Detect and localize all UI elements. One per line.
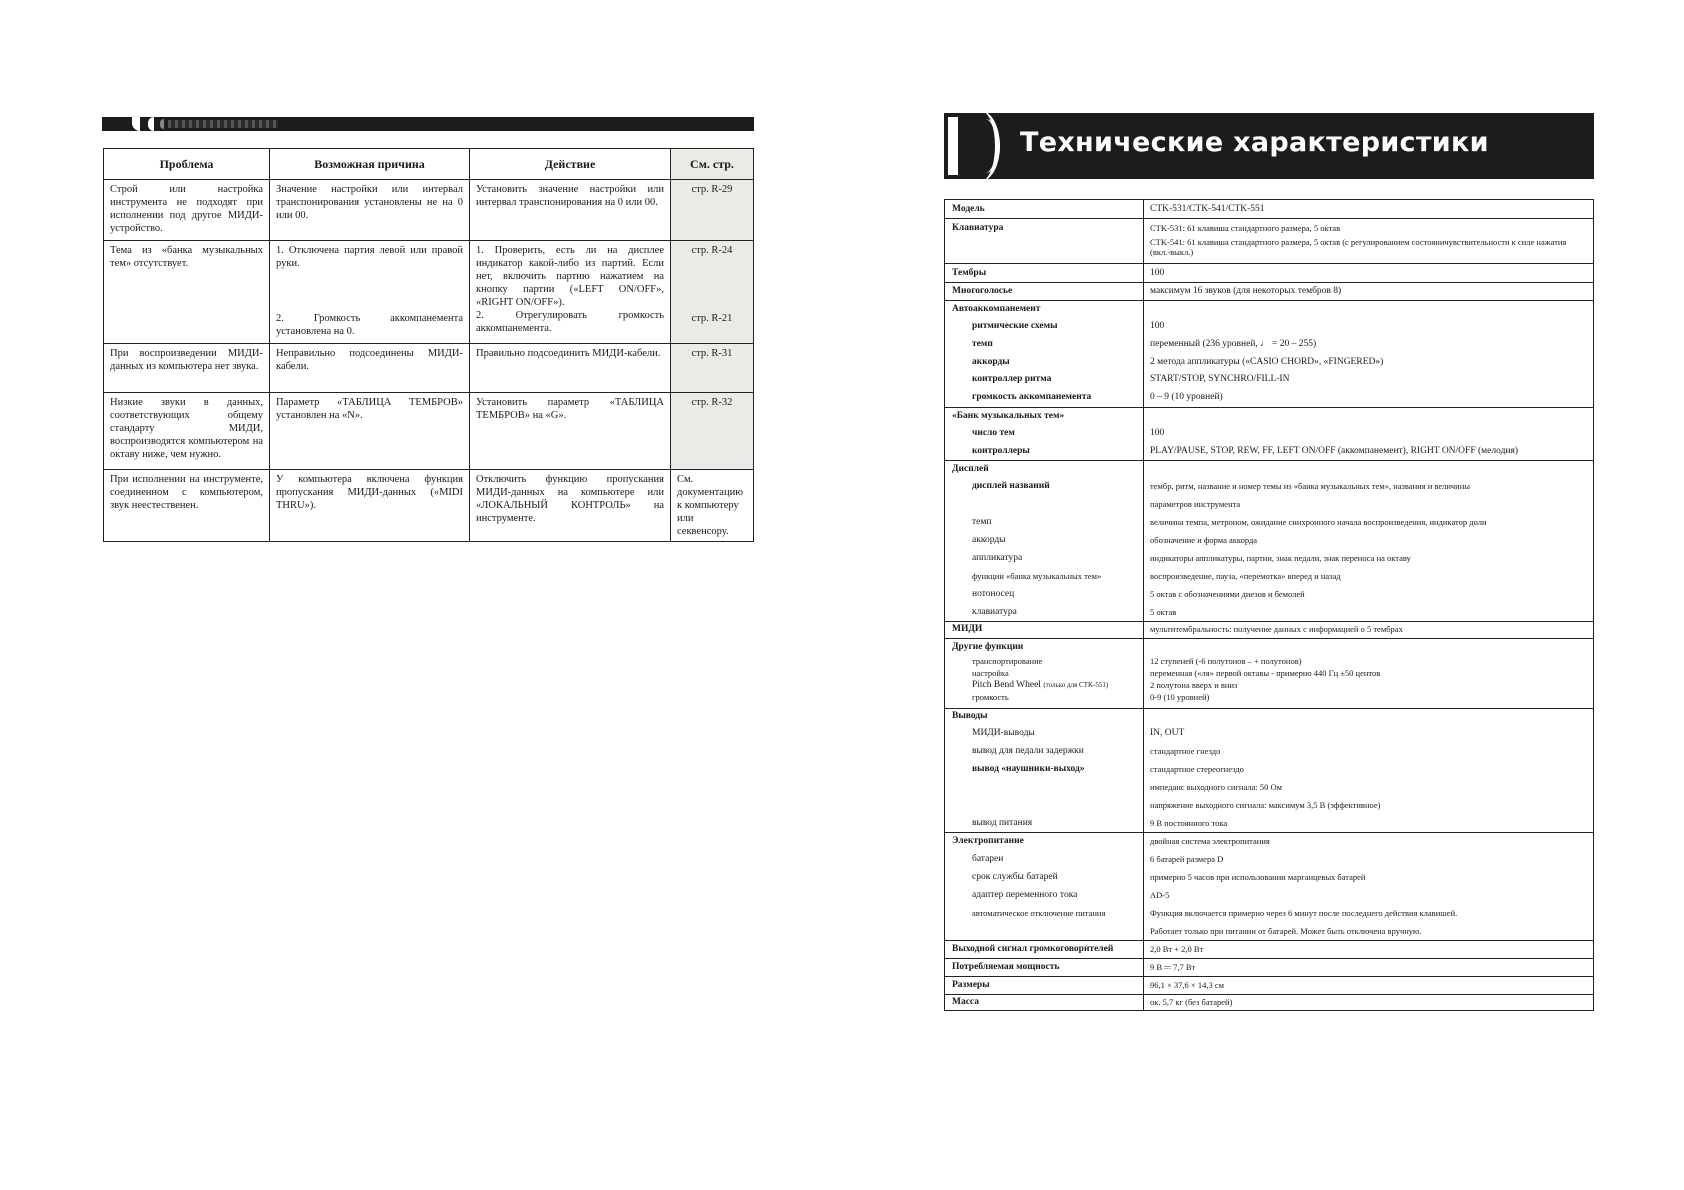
spec-value: CTK-541: 61 клавиша стандартного размера, 5 октав (с регулированием состояничувствительности к силе нажатия (вкл.-выкл.)	[1150, 237, 1567, 257]
header-see-page: См. стр.	[671, 149, 754, 180]
cause-cell: Значение настройки или интервал транспонирования установлены не на 0 или 00.	[270, 180, 470, 241]
action-cell	[470, 241, 671, 344]
banner-arc-inner-icon	[970, 119, 1000, 173]
table-row	[104, 393, 754, 470]
problem-cell: Тема из «банка музыкальных тем» отсутствует.	[104, 241, 270, 344]
pitchbend-note: (только для CTK-551)	[1043, 681, 1109, 689]
spec-value: напряжение выходного сигнала: максимум 3,5 В (эффективное)	[1150, 800, 1381, 810]
spec-label: Многоголосье	[952, 286, 1013, 296]
spec-value: тембр, ритм, название и номер темы из «банка музыкальных тем», названия и величины	[1150, 481, 1470, 491]
action-cell: Установить параметр «ТАБЛИЦА ТЕМБРОВ» на «G».	[470, 393, 671, 470]
spec-label: Выходной сигнал громкоговорителей	[952, 944, 1114, 954]
ref-cell: стр. R-32	[671, 393, 754, 470]
spec-value: 2,0 Вт + 2,0 Вт	[1150, 944, 1204, 954]
spec-label: Выводы	[952, 711, 988, 721]
spec-label: вывод питания	[972, 818, 1033, 828]
spec-value: Функция включается примерно через 6 минут после последнего действия клавишей.	[1150, 908, 1458, 918]
ref-cell: стр. R-31	[671, 344, 754, 393]
spec-value: CTK-531: 61 клавиша стандартного размера, 5 октав	[1150, 223, 1341, 233]
spec-label: МИДИ	[952, 624, 983, 634]
spec-value: 100	[1150, 428, 1165, 438]
cause-cell	[270, 241, 470, 344]
spec-label: ритмические схемы	[972, 321, 1058, 331]
spec-label: Масса	[952, 997, 980, 1007]
cause-cell: У компьютера включена функция пропускания МИДИ-данных («MIDI THRU»).	[270, 470, 470, 542]
spec-label: транспортирование	[972, 656, 1043, 666]
spec-value: обозначение и форма аккорда	[1150, 535, 1258, 545]
spec-value: 100	[1150, 268, 1165, 278]
spec-label	[972, 680, 1108, 690]
spec-label: настройка	[972, 668, 1009, 678]
spec-value: максимум 16 звуков (для некоторых тембров 8)	[1150, 286, 1342, 296]
spec-value: PLAY/PAUSE, STOP, REW, FF, LEFT ON/OFF (аккомпанемент), RIGHT ON/OFF (мелодия)	[1150, 446, 1519, 456]
spec-label: вывод для педали задержки	[972, 746, 1084, 756]
spec-label: вывод «наушники-выход»	[972, 764, 1085, 774]
cause-item-1: 1. Отключена партия левой или правой руки.	[276, 245, 463, 269]
spec-value: Работает только при питании от батарей. Может быть отключена вручную.	[1150, 926, 1422, 936]
spec-value: 9 В постоянного тока	[1150, 818, 1228, 828]
spec-label: Потребляемая мощность	[952, 962, 1060, 972]
spec-value: величина темпа, метроном, ожидание синхронного начала воспроизведения, индикатор доли	[1150, 517, 1487, 527]
problem-cell: Низкие звуки в данных, соответствующих общему стандарту МИДИ, воспроизводятся компьютером на октаву ниже, чем нужно.	[104, 393, 270, 470]
spec-value: IN, OUT	[1150, 728, 1185, 738]
spec-value: импеданс выходного сигнала: 50 Ом	[1150, 782, 1282, 792]
cause-cell: Параметр «ТАБЛИЦА ТЕМБРОВ» установлен на «N».	[270, 393, 470, 470]
column-divider	[1143, 200, 1144, 1010]
spec-label: Электропитание	[952, 836, 1024, 846]
spec-label: аккорды	[972, 535, 1006, 545]
spec-value: CTK-531/CTK-541/CTK-551	[1150, 204, 1265, 214]
spec-label: Модель	[952, 204, 985, 214]
spec-value: 100	[1150, 321, 1165, 331]
spec-label: контроллер ритма	[972, 374, 1052, 384]
problem-cell: При воспроизведении МИДИ-данных из компьютера нет звука.	[104, 344, 270, 393]
cause-item-2: 2. Громкость аккомпанемента установлена на 0.	[276, 313, 463, 337]
spec-value: 2 метода аппликатуры («CASIO CHORD», «FINGERED»)	[1150, 357, 1384, 367]
ref-item-2: стр. R-21	[691, 313, 733, 324]
spec-label: дисплей названий	[972, 481, 1050, 491]
ref-cell: См. документацию к компьютеру или секвенсору.	[671, 470, 754, 542]
table-row	[104, 470, 754, 542]
spec-value: переменный (236 уровней, ♩ = 20 – 255)	[1150, 339, 1317, 349]
spec-label: Тембры	[952, 268, 987, 278]
spec-value: 2 полутона вверх и вниз	[1150, 680, 1238, 690]
spec-label: аппликатура	[972, 553, 1023, 563]
ref-cell	[671, 241, 754, 344]
spec-label: батареи	[972, 854, 1004, 864]
spec-value: 9 В ⎓ 7,7 Вт	[1150, 962, 1196, 972]
spec-label: громкость	[972, 692, 1009, 702]
troubleshooting-table	[103, 148, 754, 542]
spec-label: срок службы батарей	[972, 872, 1058, 882]
spec-value: параметров инструмента	[1150, 499, 1241, 509]
cause-cell: Неправильно подсоединены МИДИ-кабели.	[270, 344, 470, 393]
problem-cell: При исполнении на инструменте, соединенном с компьютером, звук неестественен.	[104, 470, 270, 542]
spec-label: Размеры	[952, 980, 990, 990]
spec-value: START/STOP, SYNCHRO/FILL-IN	[1150, 374, 1290, 384]
action-cell: Правильно подсоединить МИДИ-кабели.	[470, 344, 671, 393]
action-cell: Отключить функцию пропускания МИДИ-данных на компьютере или «ЛОКАЛЬНЫЙ КОНТРОЛЬ» на инструменте.	[470, 470, 671, 542]
table-row	[104, 344, 754, 393]
header-cause: Возможная причина	[270, 149, 470, 180]
header-action: Действие	[470, 149, 671, 180]
spec-label: «Банк музыкальных тем»	[952, 411, 1065, 421]
spec-label: аккорды	[972, 357, 1010, 367]
page-title-banner	[944, 113, 1594, 179]
problem-cell: Строй или настройка инструмента не подходят при исполнении под другое МИДИ-устройство.	[104, 180, 270, 241]
table-row	[104, 180, 754, 241]
spec-label: Автоаккомпанемент	[952, 304, 1041, 314]
action-cell: Установить значение настройки или интервал транспонирования на 0 или 00.	[470, 180, 671, 241]
spec-value: стандартное гнездо	[1150, 746, 1221, 756]
header-problem: Проблема	[104, 149, 270, 180]
spec-label: функции «банка музыкальных тем»	[972, 571, 1102, 581]
spec-value: 5 октав с обозначениями диезов и бемолей	[1150, 589, 1305, 599]
spec-value: 96,1 × 37,6 × 14,3 см	[1150, 980, 1224, 990]
ref-cell: стр. R-29	[671, 180, 754, 241]
spec-value: AD-5	[1150, 890, 1170, 900]
spec-label: контроллеры	[972, 446, 1030, 456]
spec-value: стандартное стереогнездо	[1150, 764, 1244, 774]
action-item-1: 1. Проверить, есть ли на дисплее индикатор какой-либо из партий. Если нет, включить партию нажатием на кнопку партии («LEFT ON/OFF», «RIGHT ON/OFF»).	[476, 245, 664, 308]
spec-label: МИДИ-выводы	[972, 728, 1035, 738]
spec-label: Другие функции	[952, 642, 1024, 652]
ref-item-1: стр. R-24	[691, 245, 733, 256]
spec-value: двойная система электропитания	[1150, 836, 1270, 846]
section-header-bar	[102, 117, 754, 131]
spec-value: ок. 5,7 кг (без батарей)	[1150, 997, 1233, 1007]
action-item-2: 2. Отрегулировать громкость аккомпанемента.	[476, 310, 664, 334]
spec-value: мультитембральность: получение данных с информацией о 5 тембрах	[1150, 624, 1403, 634]
table-row	[104, 241, 754, 344]
spec-label: автоматическое отключение питания	[972, 908, 1106, 918]
pitchbend-label: Pitch Bend Wheel	[972, 680, 1041, 690]
spec-label: темп	[972, 339, 993, 349]
spec-label: Дисплей	[952, 464, 989, 474]
spec-value: примерно 5 часов при использовании марганцевых батарей	[1150, 872, 1366, 882]
spec-value: 0 – 9 (10 уровней)	[1150, 392, 1223, 402]
table-header-row	[104, 149, 754, 180]
spec-label: Клавиатура	[952, 223, 1004, 233]
spec-value: индикаторы аппликатуры, партии, знак педали, знак переноса на октаву	[1150, 553, 1411, 563]
spec-label: нотоносец	[972, 589, 1015, 599]
spec-value: 12 ступеней (-6 полутонов – + полутонов)	[1150, 656, 1302, 666]
spec-value: 5 октав	[1150, 607, 1177, 617]
page-title: Технические характеристики	[1020, 127, 1489, 158]
spec-value: 6 батарей размера D	[1150, 854, 1224, 864]
spec-label: клавиатура	[972, 607, 1017, 617]
spec-label: число тем	[972, 428, 1015, 438]
spec-label: темп	[972, 517, 992, 527]
spec-value: 0-9 (10 уровней)	[1150, 692, 1210, 702]
spec-value: переменная («ля» первой октавы - примерно 440 Гц ±50 центов	[1150, 668, 1381, 678]
banner-bracket-icon	[948, 117, 958, 175]
specifications-table	[944, 199, 1594, 1011]
spec-label: адаптер переменного тока	[972, 890, 1078, 900]
spec-value: воспроизведение, пауза, «перемотка» вперед и назад	[1150, 571, 1341, 581]
spec-label: громкость аккомпанемента	[972, 392, 1092, 402]
